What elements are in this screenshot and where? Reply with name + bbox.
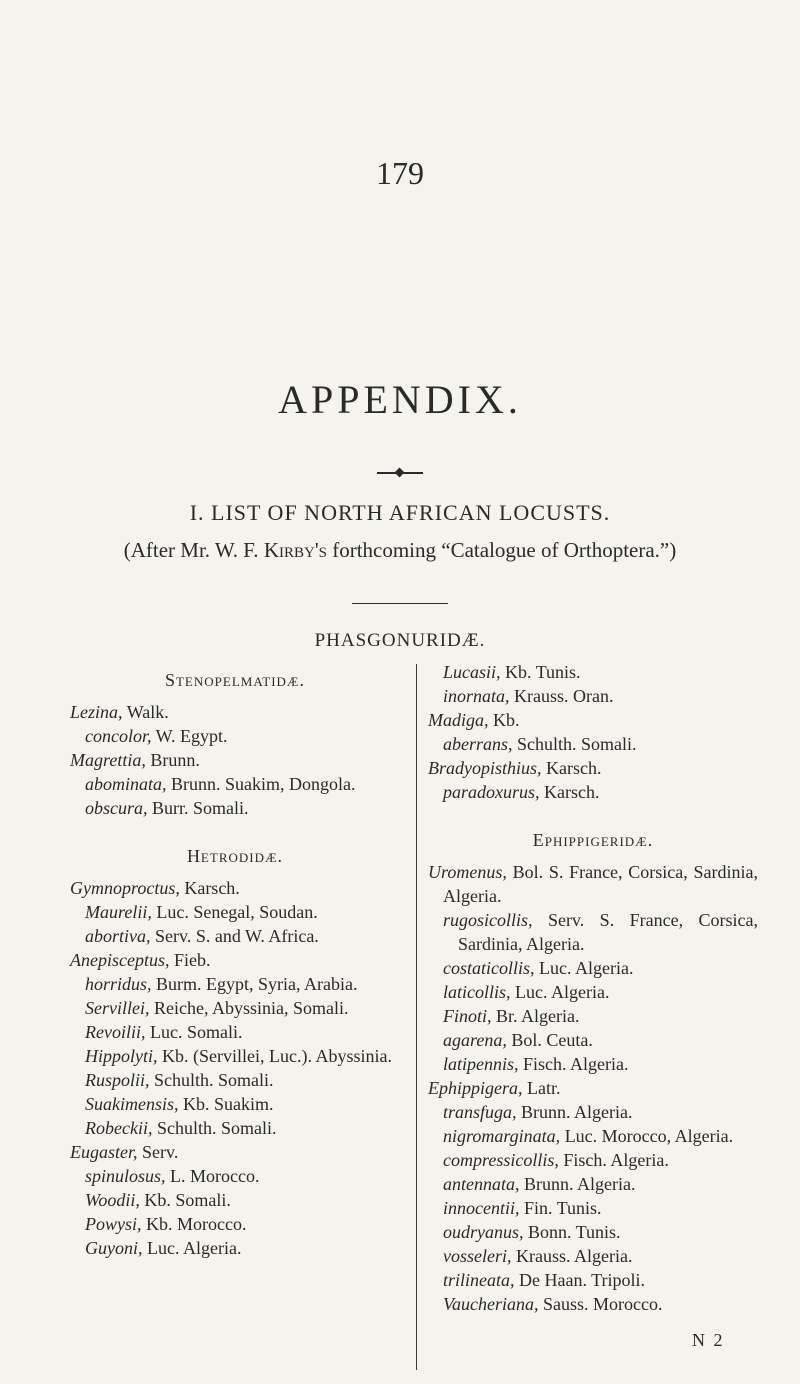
attribution-suffix: forthcoming “Catalogue of Orthoptera.”) (332, 538, 677, 562)
taxon-name: trilineata, (443, 1270, 515, 1290)
taxon-name: nigromarginata, (443, 1126, 561, 1146)
signature-mark: N 2 (692, 1330, 725, 1350)
genus-entry (428, 1076, 758, 1100)
species-entry (428, 1148, 758, 1172)
taxon-name: Magrettia, (70, 750, 146, 770)
species-entry (428, 684, 758, 708)
genus-entry (70, 1140, 400, 1164)
appendix-title: APPENDIX. (278, 377, 522, 422)
taxon-name: Vaucheriana, (443, 1294, 539, 1314)
taxon-name: Bradyopisthius, (428, 758, 542, 778)
species-entry (428, 956, 758, 980)
taxon-details: W. Egypt. (151, 726, 228, 746)
ornament-divider (377, 472, 423, 474)
species-entry (428, 732, 758, 756)
species-entry (70, 796, 400, 820)
species-entry (70, 772, 400, 796)
left-column (70, 660, 400, 1260)
taxon-name: laticollis, (443, 982, 511, 1002)
taxon-name: Ruspolii, (85, 1070, 150, 1090)
subfamily-heading: Hetrodidæ. (186, 846, 284, 866)
taxon-details: Luc. Algeria. (534, 958, 634, 978)
right-column (428, 660, 758, 1316)
species-entry (428, 780, 758, 804)
taxon-name: Madiga, (428, 710, 489, 730)
taxon-details: Karsch. (179, 878, 240, 898)
taxon-details: Fisch. Algeria. (518, 1054, 629, 1074)
taxon-details: Br. Algeria. (491, 1006, 580, 1026)
taxon-details: Kb. Tunis. (500, 662, 581, 682)
species-entry (70, 1236, 400, 1260)
taxon-name: costaticollis, (443, 958, 535, 978)
taxon-details: Sauss. Morocco. (538, 1294, 663, 1314)
species-entry (70, 972, 400, 996)
taxon-details: Serv. S. and W. Africa. (150, 926, 319, 946)
entry-list (428, 860, 758, 1316)
species-entry (70, 1116, 400, 1140)
taxon-name: vosseleri, (443, 1246, 512, 1266)
subfamily-heading: Stenopelmatidæ. (164, 670, 305, 690)
species-entry (428, 1292, 758, 1316)
taxon-details: Luc. Senegal, Soudan. (151, 902, 318, 922)
taxon-name: Finoti, (443, 1006, 492, 1026)
taxon-name: latipennis, (443, 1054, 519, 1074)
species-entry (70, 1188, 400, 1212)
taxon-name: Uromenus, (428, 862, 507, 882)
species-entry (70, 1212, 400, 1236)
species-entry (428, 1244, 758, 1268)
genus-entry (428, 708, 758, 732)
taxon-details: Luc. Algeria. (142, 1238, 242, 1258)
entry-list (428, 660, 758, 804)
taxon-name: Suakimensis, (85, 1094, 179, 1114)
taxon-details: Serv. (137, 1142, 179, 1162)
species-entry (70, 1044, 400, 1068)
taxon-details: Fin. Tunis. (519, 1198, 602, 1218)
species-entry (428, 1124, 758, 1148)
taxon-details: Schulth. Somali. (149, 1070, 274, 1090)
taxon-name: Woodii, (85, 1190, 140, 1210)
taxon-name: inornata, (443, 686, 510, 706)
taxon-name: innocentii, (443, 1198, 520, 1218)
section-title: I. LIST OF NORTH AFRICAN LOCUSTS. (189, 500, 611, 525)
species-entry (70, 1164, 400, 1188)
species-entry (428, 1196, 758, 1220)
taxon-details: Fisch. Algeria. (558, 1150, 669, 1170)
taxon-details: Bonn. Tunis. (523, 1222, 621, 1242)
taxon-name: Eugaster, (70, 1142, 138, 1162)
taxon-details: Bol. S. France, Corsica, Sardinia, Algeria. (443, 862, 758, 906)
taxon-details: Burr. Somali. (147, 798, 249, 818)
taxon-details: Fieb. (169, 950, 211, 970)
species-entry (70, 1020, 400, 1044)
taxon-name: Powysi, (85, 1214, 142, 1234)
taxon-details: Latr. (522, 1078, 561, 1098)
attribution-name: Kirby's (263, 538, 327, 562)
horizontal-rule (352, 603, 448, 604)
taxon-details: Krauss. Algeria. (511, 1246, 633, 1266)
taxon-name: transfuga, (443, 1102, 517, 1122)
taxon-details: Kb. Morocco. (141, 1214, 247, 1234)
column-divider (416, 664, 417, 1370)
species-entry (428, 1220, 758, 1244)
species-entry (70, 1068, 400, 1092)
page-number: 179 (376, 155, 424, 191)
taxon-name: Lucasii, (443, 662, 501, 682)
taxon-details: Luc. Morocco, Algeria. (560, 1126, 734, 1146)
family-heading: PHASGONURIDÆ. (314, 630, 486, 651)
subfamily-heading: Ephippigeridæ. (532, 830, 654, 850)
taxon-details: De Haan. Tripoli. (514, 1270, 645, 1290)
taxon-details: L. Morocco. (165, 1166, 260, 1186)
taxon-name: Gymnoproctus, (70, 878, 180, 898)
taxon-details: Luc. Algeria. (510, 982, 610, 1002)
taxon-name: Hippolyti, (85, 1046, 158, 1066)
taxon-name: abominata, (85, 774, 167, 794)
taxon-details: Burm. Egypt, Syria, Arabia. (151, 974, 358, 994)
entry-list (70, 700, 400, 820)
species-entry (428, 980, 758, 1004)
taxon-details: Krauss. Oran. (509, 686, 614, 706)
taxon-details: Kb. Suakim. (178, 1094, 274, 1114)
species-entry (70, 924, 400, 948)
taxon-details: Walk. (122, 702, 169, 722)
genus-entry (428, 756, 758, 780)
species-entry (70, 724, 400, 748)
taxon-details: Brunn. Suakim, Dongola. (166, 774, 356, 794)
taxon-name: rugosicollis, (443, 910, 533, 930)
genus-entry (428, 860, 758, 908)
genus-entry (70, 748, 400, 772)
species-entry (428, 1052, 758, 1076)
species-entry (428, 1268, 758, 1292)
attribution (0, 538, 800, 563)
taxon-name: abortiva, (85, 926, 151, 946)
taxon-name: compressicollis, (443, 1150, 559, 1170)
species-entry (428, 908, 758, 956)
genus-entry (70, 876, 400, 900)
taxon-details: Brunn. Algeria. (519, 1174, 636, 1194)
entry-list (70, 876, 400, 1260)
taxon-name: aberrans, (443, 734, 513, 754)
taxon-details: Kb. (Servillei, Luc.). Abyssinia. (157, 1046, 392, 1066)
taxon-name: Anepisceptus, (70, 950, 170, 970)
taxon-details: Bol. Ceuta. (506, 1030, 593, 1050)
species-entry (70, 996, 400, 1020)
taxon-name: Robeckii, (85, 1118, 153, 1138)
taxon-details: Brunn. (145, 750, 200, 770)
taxon-details: Reiche, Abyssinia, Somali. (149, 998, 349, 1018)
taxon-details: Kb. Somali. (139, 1190, 231, 1210)
taxon-name: oudryanus, (443, 1222, 524, 1242)
taxon-name: Ephippigera, (428, 1078, 523, 1098)
genus-entry (70, 948, 400, 972)
taxon-name: Servillei, (85, 998, 150, 1018)
taxon-details: Kb. (488, 710, 520, 730)
taxon-details: Serv. S. France, Corsica, Sardinia, Algeria. (458, 910, 758, 954)
species-entry (70, 900, 400, 924)
taxon-details: Luc. Somali. (145, 1022, 243, 1042)
taxon-name: antennata, (443, 1174, 520, 1194)
taxon-name: concolor, (85, 726, 152, 746)
taxon-name: Lezina, (70, 702, 123, 722)
taxon-name: obscura, (85, 798, 148, 818)
species-entry (428, 1172, 758, 1196)
taxon-details: Karsch. (539, 782, 600, 802)
genus-entry (70, 700, 400, 724)
taxon-details: Brunn. Algeria. (516, 1102, 633, 1122)
taxon-name: agarena, (443, 1030, 507, 1050)
species-entry (428, 660, 758, 684)
taxon-details: Schulth. Somali. (512, 734, 637, 754)
taxon-name: spinulosus, (85, 1166, 166, 1186)
taxon-details: Schulth. Somali. (152, 1118, 277, 1138)
taxon-name: Revoilii, (85, 1022, 146, 1042)
species-entry (428, 1100, 758, 1124)
species-entry (70, 1092, 400, 1116)
taxon-name: Guyoni, (85, 1238, 143, 1258)
attribution-prefix: (After Mr. W. F. (123, 538, 259, 562)
taxon-name: paradoxurus, (443, 782, 540, 802)
taxon-details: Karsch. (541, 758, 602, 778)
taxon-name: Maurelii, (85, 902, 152, 922)
species-entry (428, 1028, 758, 1052)
taxon-name: horridus, (85, 974, 152, 994)
species-entry (428, 1004, 758, 1028)
